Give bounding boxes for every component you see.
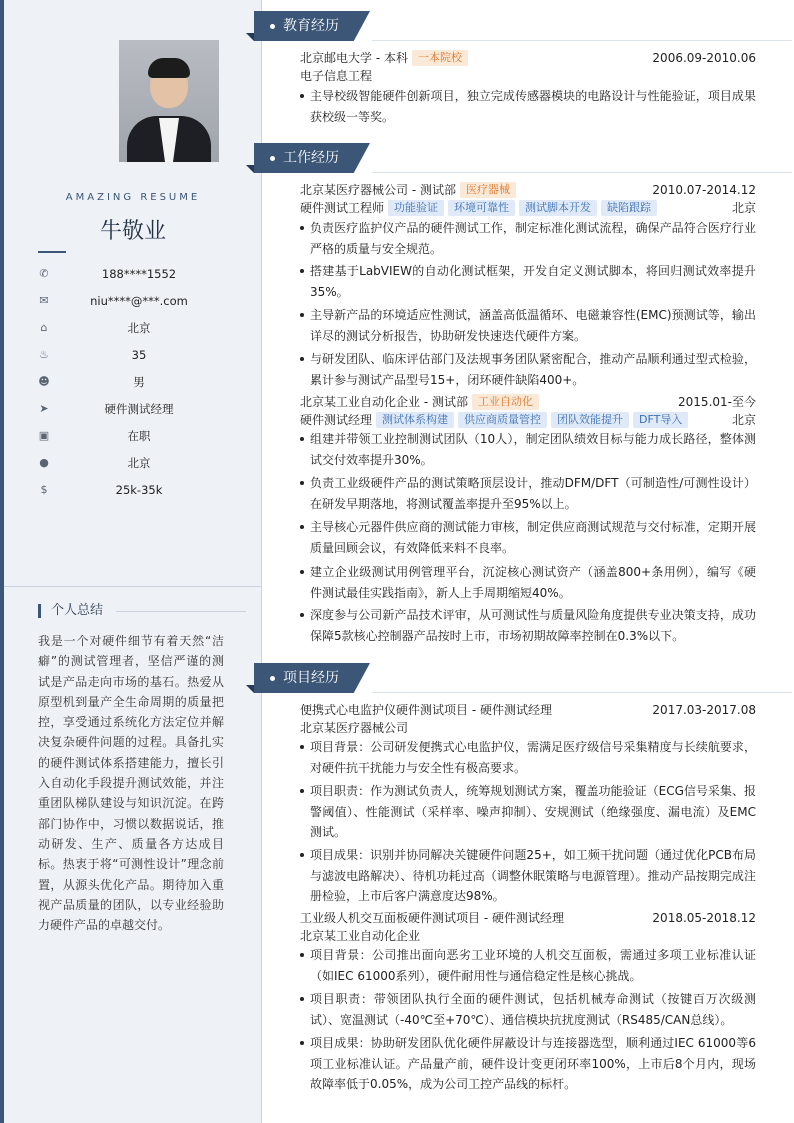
status-value: 在职 bbox=[127, 429, 151, 443]
job-1-bullet: 搭建基于LabVIEW的自动化测试框架，开发自定义测试脚本，将回归测试效率提升35%。 bbox=[300, 261, 756, 302]
job-2-date: 2015.01-至今 bbox=[678, 395, 756, 409]
target-city-value: 北京 bbox=[127, 456, 151, 470]
education-title: 教育经历 bbox=[283, 18, 339, 34]
position-value: 硬件测试经理 bbox=[104, 402, 174, 416]
job-2-bullet: 深度参与公司新产品技术评审，从可测试性与质量风险角度提供专业决策支持，成功保障5款核心控制器产品按时上市，市场初期故障率控制在0.3%以下。 bbox=[300, 605, 756, 646]
job-2-skill: 测试体系构建 bbox=[376, 412, 454, 428]
send-icon: ➤ bbox=[39, 402, 49, 415]
project-1-bullet: 项目职责：作为测试负责人，统筹规划测试方案，覆盖功能验证（ECG信号采集、报警阈值）、性能测试（采样率、噪声抑制）、安规测试（绝缘强度、漏电流）及EMC测试。 bbox=[300, 781, 756, 843]
job-2-company-row bbox=[300, 393, 756, 411]
work-rule bbox=[372, 172, 792, 173]
projects-title: 项目经历 bbox=[283, 670, 339, 686]
candidate-name: 牛敬业 bbox=[99, 219, 166, 244]
target-city-row bbox=[4, 455, 262, 475]
project-2-bullet: 项目职责：带领团队执行全面的硬件测试，包括机械寿命测试（按键百万次级测试）、宽温测试（-40℃至+70℃）、通信模块抗扰度测试（RS485/CAN总线）。 bbox=[300, 989, 756, 1030]
age-row bbox=[4, 347, 262, 367]
job-2-bullet: 组建并带领工业控制测试团队（10人），制定团队绩效目标与能力成长路径，整体测试交付效率提升30%。 bbox=[300, 429, 756, 470]
home-icon: ⌂ bbox=[40, 321, 48, 334]
projects-rule bbox=[372, 692, 792, 693]
project-2-bullet: 项目背景：公司推出面向恶劣工业环境的人机交互面板，需通过多项工业标准认证（如IEC 61000系列），硬件耐用性与通信稳定性是核心挑战。 bbox=[300, 945, 756, 986]
job-2-city: 北京 bbox=[731, 413, 756, 427]
school-tag: 一本院校 bbox=[412, 50, 468, 66]
job-2-role: 硬件测试经理 bbox=[300, 413, 373, 427]
education-major-row bbox=[300, 67, 756, 85]
sidebar-divider bbox=[4, 586, 262, 587]
project-1-bullet: 项目成果：识别并协同解决关键硬件问题25+，如工频干扰问题（通过优化PCB布局与滤波电路解决）、待机功耗过高（调整休眠策略与电源管理）。推动产品按期完成注册检验，上市后客户满意度达98%。 bbox=[300, 845, 756, 907]
job-1-skill: 功能验证 bbox=[388, 200, 444, 216]
phone-row bbox=[4, 266, 262, 286]
job-2-bullet: 主导核心元器件供应商的测试能力审核，制定供应商测试规范与交付标准，定期开展质量回顾会议，有效降低来料不良率。 bbox=[300, 517, 756, 558]
phone-value: 188****1552 bbox=[101, 267, 177, 281]
job-2-role-row bbox=[300, 411, 756, 429]
age-value: 35 bbox=[131, 348, 147, 362]
email-value: niu****@***.com bbox=[90, 294, 188, 308]
job-2-tag: 工业自动化 bbox=[472, 394, 539, 410]
education-bullet: 主导校级智能硬件创新项目，独立完成传感器模块的电路设计与性能验证，项目成果获校级一等奖。 bbox=[300, 86, 756, 127]
job-1-company: 北京某医疗器械公司 - 测试部 bbox=[300, 183, 456, 197]
job-2-skill: 团队效能提升 bbox=[551, 412, 629, 428]
job-1-company-row bbox=[300, 181, 756, 199]
project-1-name: 便携式心电监护仪硬件测试项目 - 硬件测试经理 bbox=[300, 703, 552, 717]
projects-section-header bbox=[254, 663, 372, 693]
job-1-bullet: 负责医疗监护仪产品的硬件测试工作，制定标准化测试流程，确保产品符合医疗行业严格的质量与安全规范。 bbox=[300, 218, 756, 259]
project-2-title-row bbox=[300, 909, 756, 927]
job-1-bullet: 与研发团队、临床评估部门及法规事务团队紧密配合，推动产品顺利通过型式检验，累计参与测试产品型号15+，闭环硬件缺陷400+。 bbox=[300, 349, 756, 390]
work-title: 工作经历 bbox=[283, 150, 339, 166]
phone-icon: ✆ bbox=[39, 267, 49, 280]
job-1-skill: 测试脚本开发 bbox=[519, 200, 597, 216]
city-row bbox=[4, 320, 262, 340]
work-section-header bbox=[254, 143, 372, 173]
summary-text: 我是一个对硬件细节有着天然“洁癖”的测试管理者，坚信严谨的测试是产品走向市场的基石。热爱从原型机到量产全生命周期的质量把控，享受通过系统化方法定位并解决复杂硬件问题的过程。具备扎实的硬件测试体系搭建能力，擅长引入自动化手段提升测试效能，并注重团队梯队建设与知识沉淀。在跨部门协作中，习惯以数据说话，推动研发、生产、质量各方达成目标。热衷于将“可测性设计”理念前置，从源头优化产品。期待加入重视产品质量的团队，以专业经验助力硬件产品的卓越交付。 bbox=[38, 634, 224, 933]
project-1-bullet: 项目背景：公司研发便携式心电监护仪，需满足医疗级信号采集精度与长续航要求，对硬件抗干扰能力与安全性有极高要求。 bbox=[300, 737, 756, 778]
major: 电子信息工程 bbox=[300, 69, 373, 83]
job-1-skill: 缺陷跟踪 bbox=[601, 200, 657, 216]
gender-value: 男 bbox=[133, 375, 145, 389]
location-pin-icon: ● bbox=[39, 456, 49, 469]
project-2-date: 2018.05-2018.12 bbox=[652, 911, 756, 925]
birthday-cake-icon: ♨ bbox=[39, 348, 49, 361]
mail-icon: ✉ bbox=[39, 294, 49, 307]
job-1-date: 2010.07-2014.12 bbox=[652, 183, 756, 197]
education-section-header bbox=[254, 11, 372, 41]
email-row bbox=[4, 293, 262, 313]
summary-heading: 个人总结 bbox=[38, 604, 103, 618]
project-1-company-row bbox=[300, 719, 756, 737]
education-rule bbox=[372, 40, 792, 41]
name-divider bbox=[38, 251, 66, 253]
project-1-company: 北京某医疗器械公司 bbox=[300, 721, 409, 735]
job-2-skill: 供应商质量管控 bbox=[458, 412, 547, 428]
face-icon: ☻ bbox=[38, 375, 50, 388]
city-value: 北京 bbox=[127, 321, 151, 335]
project-1-date: 2017.03-2017.08 bbox=[652, 703, 756, 717]
job-1-role-row bbox=[300, 199, 756, 217]
job-2-bullet: 建立企业级测试用例管理平台，沉淀核心测试资产（涵盖800+条用例），编写《硬件测试最佳实践指南》，新人上手周期缩短40%。 bbox=[300, 562, 756, 603]
job-1-bullet: 主导新产品的环境适应性测试，涵盖高低温循环、电磁兼容性(EMC)预测试等，输出详尽的测试分析报告，协助研发快速迭代硬件方案。 bbox=[300, 305, 756, 346]
school-name: 北京邮电大学 - 本科 bbox=[300, 51, 408, 65]
job-1-city: 北京 bbox=[731, 201, 756, 215]
project-2-bullet: 项目成果：协助研发团队优化硬件屏蔽设计与连接器选型，顺利通过IEC 61000等6项工业标准认证。产品量产前，硬件设计变更闭环率100%，上市后8个月内，现场故障率低于0.05%，成为公司工控产品线的标杆。 bbox=[300, 1033, 756, 1095]
education-school-row bbox=[300, 49, 756, 67]
sidebar bbox=[4, 0, 262, 1123]
money-icon: $ bbox=[40, 483, 48, 496]
resume-tagline: AMAZING RESUME bbox=[65, 192, 201, 203]
job-1-skill: 环境可靠性 bbox=[448, 200, 515, 216]
job-1-role: 硬件测试工程师 bbox=[300, 201, 385, 215]
project-2-company-row bbox=[300, 927, 756, 945]
gender-row bbox=[4, 374, 262, 394]
salary-value: 25k-35k bbox=[115, 483, 163, 497]
job-2-bullet: 负责工业级硬件产品的测试策略顶层设计，推动DFM/DFT（可制造性/可测性设计）在研发早期落地，将测试覆盖率提升至95%以上。 bbox=[300, 473, 756, 514]
summary-heading-rule bbox=[116, 611, 246, 612]
project-1-title-row bbox=[300, 701, 756, 719]
project-2-company: 北京某工业自动化企业 bbox=[300, 929, 421, 943]
profile-photo bbox=[119, 40, 219, 162]
status-row bbox=[4, 428, 262, 448]
position-row bbox=[4, 401, 262, 421]
salary-row bbox=[4, 482, 262, 502]
job-2-company: 北京某工业自动化企业 - 测试部 bbox=[300, 395, 468, 409]
briefcase-icon: ▣ bbox=[38, 429, 50, 442]
project-2-name: 工业级人机交互面板硬件测试项目 - 硬件测试经理 bbox=[300, 911, 564, 925]
job-1-tag: 医疗器械 bbox=[460, 182, 516, 198]
education-date: 2006.09-2010.06 bbox=[652, 51, 756, 65]
job-2-skill: DFT导入 bbox=[633, 412, 688, 428]
